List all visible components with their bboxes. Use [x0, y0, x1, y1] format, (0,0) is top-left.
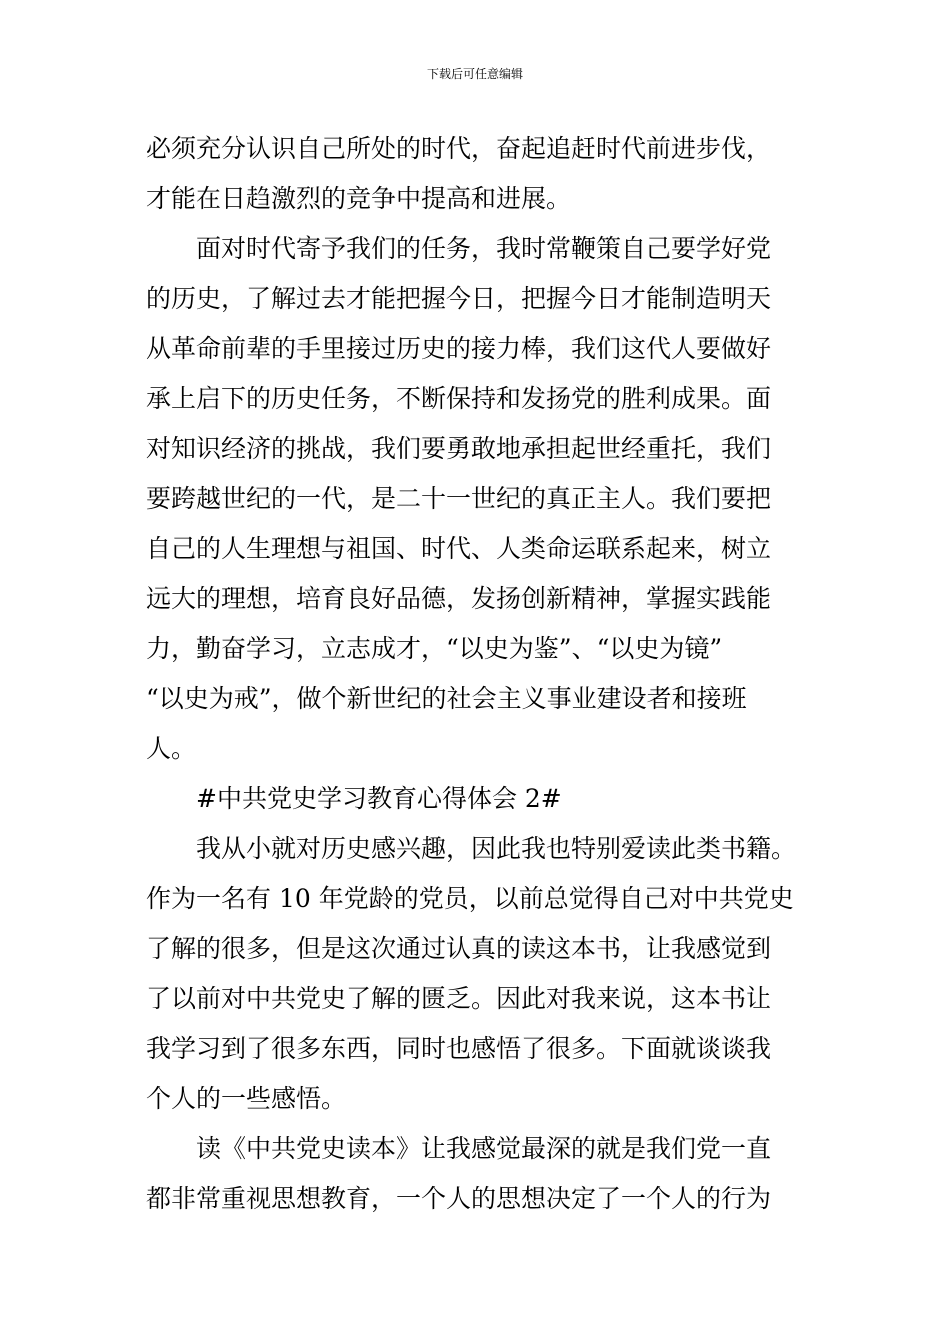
- text-line: 作为一名有 10 年党龄的党员，以前总觉得自己对中共党史: [146, 884, 794, 913]
- document-body: [146, 124, 816, 1224]
- page-header: 下载后可任意编辑: [426, 67, 523, 81]
- text-line: #中共党史学习教育心得体会 2#: [196, 784, 562, 813]
- text-line: 自己的人生理想与祖国、时代、人类命运联系起来，树立: [146, 534, 772, 563]
- text-line: 对知识经济的挑战，我们要勇敢地承担起世经重托，我们: [146, 434, 772, 463]
- text-line: 承上启下的历史任务，不断保持和发扬党的胜利成果。面: [146, 384, 772, 413]
- text-line: 必须充分认识自己所处的时代，奋起追赶时代前进步伐，: [146, 134, 772, 163]
- text-line: 我学习到了很多东西，同时也感悟了很多。下面就谈谈我: [146, 1034, 772, 1063]
- text-line: 要跨越世纪的一代，是二十一世纪的真正主人。我们要把: [146, 484, 772, 513]
- text-line: 力，勤奋学习，立志成才，“以史为鉴”、“以史为镜”: [146, 634, 723, 663]
- text-line: 个人的一些感悟。: [146, 1084, 347, 1113]
- text-line: 远大的理想，培育良好品德，发扬创新精神，掌握实践能: [146, 584, 772, 613]
- text-line: 才能在日趋激烈的竞争中提高和进展。: [146, 184, 572, 213]
- text-line: 我从小就对历史感兴趣，因此我也特别爱读此类书籍。: [196, 834, 797, 863]
- text-line: 面对时代寄予我们的任务，我时常鞭策自己要学好党: [196, 234, 772, 263]
- text-line: 的历史，了解过去才能把握今日，把握今日才能制造明天: [146, 284, 772, 313]
- text-line: 了以前对中共党史了解的匮乏。因此对我来说，这本书让: [146, 984, 772, 1013]
- text-line: 都非常重视思想教育，一个人的思想决定了一个人的行为: [146, 1184, 772, 1213]
- text-line: “以史为戒”，做个新世纪的社会主义事业建设者和接班: [146, 684, 747, 713]
- text-line: 读《中共党史读本》让我感觉最深的就是我们党一直: [196, 1134, 772, 1163]
- text-line: 从革命前辈的手里接过历史的接力棒，我们这代人要做好: [146, 334, 772, 363]
- text-line: 了解的很多，但是这次通过认真的读这本书，让我感觉到: [146, 934, 772, 963]
- text-line: 人。: [146, 734, 197, 763]
